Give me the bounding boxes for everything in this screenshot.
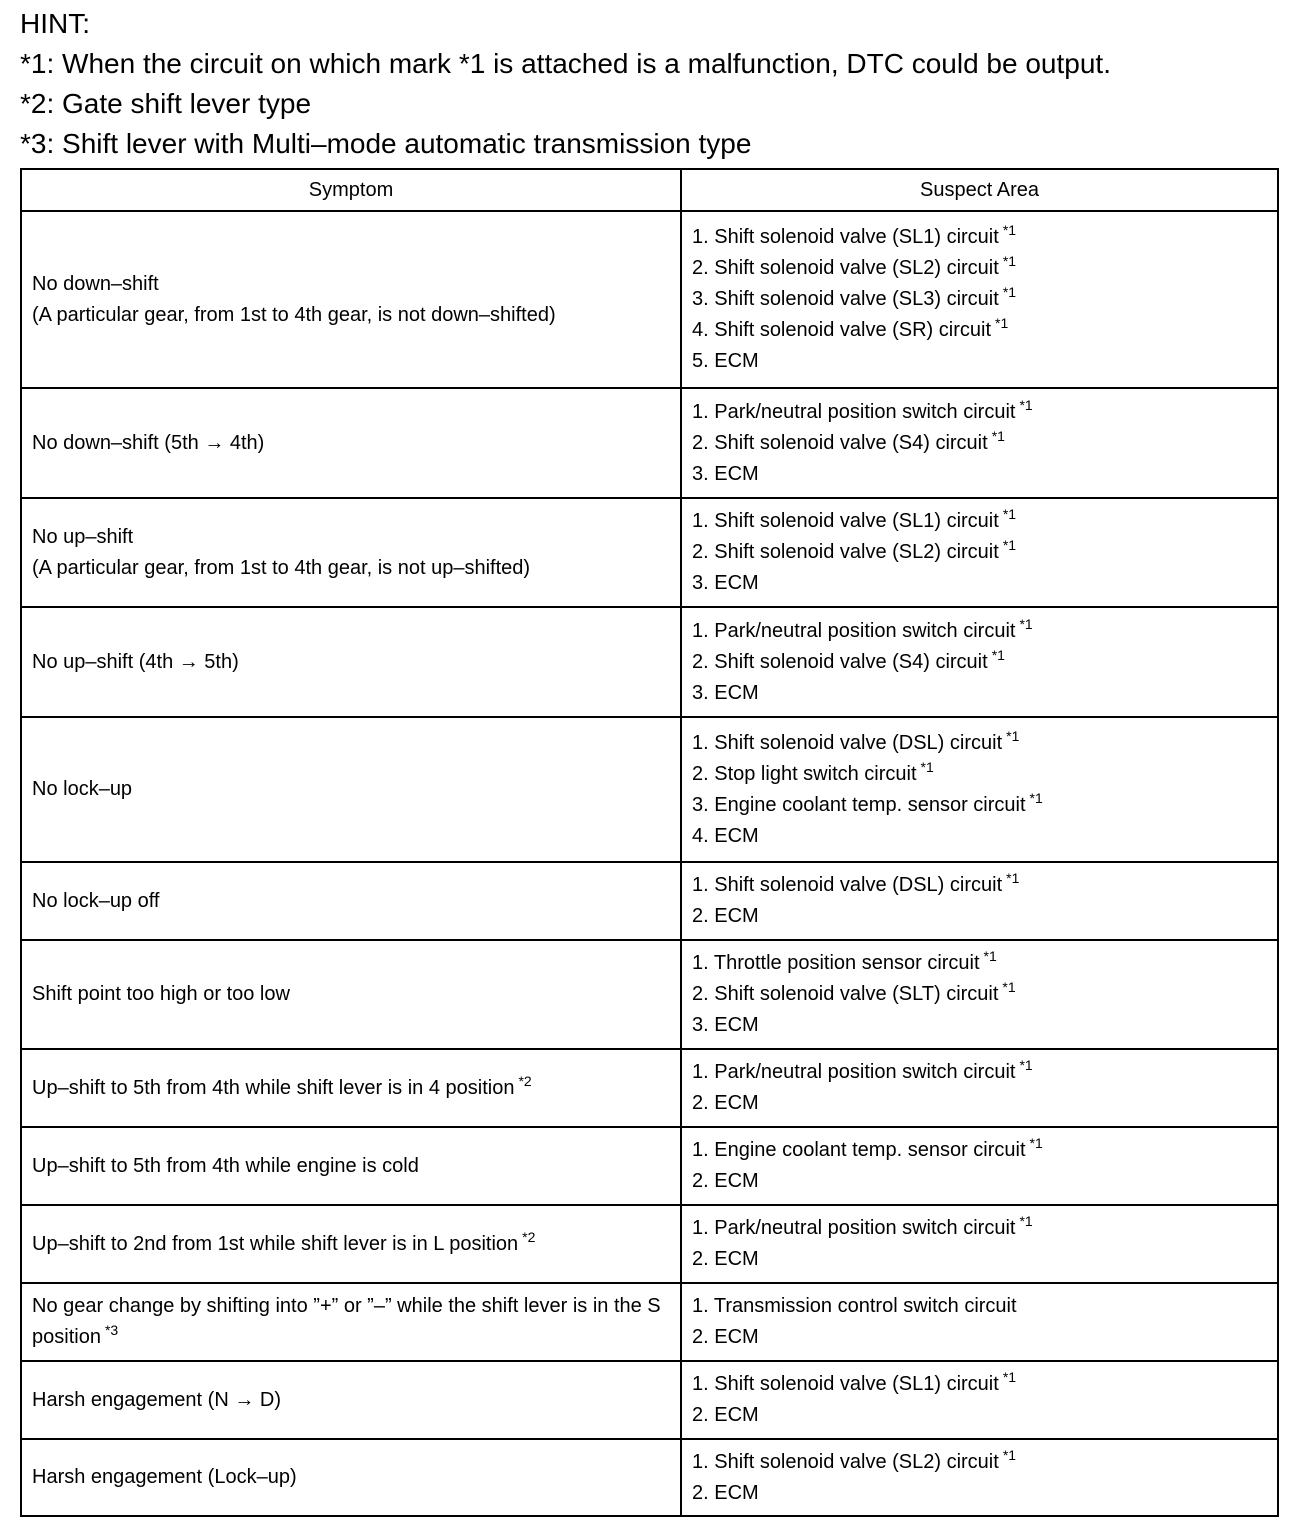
suspect-area-text: 3. Shift solenoid valve (SL3) circuit [692,288,999,310]
symptom-cell [21,1049,681,1127]
symptom-text: (A particular gear, from 1st to 4th gear, is not down–shifted) [32,303,556,326]
symptom-cell [21,388,681,498]
table-row [21,1205,1278,1283]
footnote-mark: *3 [104,1322,119,1338]
symptom-text: No lock–up off [32,889,160,912]
footnote-mark: *1 [1002,979,1016,995]
suspect-area-cell [681,1127,1278,1205]
suspect-area-text: 3. ECM [692,462,759,485]
symptom-cell [21,607,681,717]
suspect-area-item [692,1166,1267,1197]
suspect-area-item [692,870,1267,901]
footnote-mark: *1 [1002,253,1017,269]
suspect-area-cell [681,940,1278,1049]
suspect-area-item [692,759,1267,790]
footnote-mark: *1 [991,646,1005,663]
suspect-area-text: 1. Shift solenoid valve (SL2) circuit [692,1450,999,1473]
suspect-area-cell [681,1205,1278,1283]
suspect-area-item [692,428,1267,459]
table-row [21,717,1278,862]
footnote-mark: *1 [991,427,1005,444]
header-symptom: Symptom [21,169,681,211]
footnote-mark: *1 [920,758,934,775]
symptom-cell [21,940,681,1049]
suspect-area-text: 1. Shift solenoid valve (SL1) circuit [692,510,999,532]
footnote-mark: *1 [1002,506,1017,522]
footnote-mark: *2 [522,1228,536,1245]
table-header-row [21,169,1278,211]
symptom-cell [21,211,681,388]
suspect-area-item [692,647,1267,678]
table-row [21,862,1278,940]
suspect-area-text: 2. Stop light switch circuit [692,762,917,785]
suspect-area-cell [681,607,1278,717]
suspect-area-cell [681,1439,1278,1516]
suspect-area-cell [681,1283,1278,1361]
suspect-area-item [692,901,1267,932]
hint-note: *3: Shift lever with Multi–mode automatic transmission type [20,128,752,159]
suspect-area-item [692,537,1267,568]
suspect-area-text: 1. Shift solenoid valve (DSL) circuit [692,874,1003,896]
footnote-mark: *1 [1019,1057,1033,1073]
suspect-area-text: 1. Park/neutral position switch circuit [692,1061,1016,1083]
suspect-area-text: 2. ECM [692,1248,759,1270]
suspect-area-cell [681,862,1278,940]
table-row [21,1127,1278,1205]
footnote-mark: *1 [1002,222,1017,238]
footnote-mark: *1 [1019,396,1033,413]
suspect-area-cell [681,388,1278,498]
suspect-area-item [692,728,1267,759]
table-row [21,940,1278,1049]
table-row [21,1439,1278,1516]
symptom-cell [21,1283,681,1361]
footnote-mark: *1 [1002,537,1017,553]
symptom-cell [21,1439,681,1516]
suspect-area-item [692,568,1267,599]
suspect-area-item [692,459,1267,490]
suspect-area-text: 1. Park/neutral position switch circuit [692,400,1016,423]
table-row [21,1049,1278,1127]
suspect-area-item [692,948,1267,979]
suspect-area-item [692,616,1267,647]
table-row [21,388,1278,498]
suspect-area-cell [681,717,1278,862]
suspect-area-text: 1. Transmission control switch circuit [692,1295,1017,1317]
suspect-area-item [692,1400,1267,1431]
suspect-area-item [692,1057,1267,1088]
symptom-text: No down–shift (5th → 4th) [32,431,265,454]
suspect-area-text: 1. Park/neutral position switch circuit [692,619,1016,642]
footnote-mark: *1 [1006,727,1020,744]
suspect-area-item [692,678,1267,709]
suspect-area-text: 2. ECM [692,905,759,927]
suspect-area-item [692,1322,1267,1353]
suspect-area-text: 5. ECM [692,350,759,372]
suspect-area-item [692,315,1267,346]
footnote-mark: *1 [1002,284,1017,300]
symptom-text: Up–shift to 5th from 4th while engine is cold [32,1154,419,1177]
symptom-text: No up–shift (4th → 5th) [32,650,239,673]
hint-note: *1: When the circuit on which mark *1 is attached is a malfunction, DTC could be output. [20,48,1111,79]
suspect-area-item [692,506,1267,537]
suspect-area-cell [681,211,1278,388]
footnote-mark: *1 [1002,1446,1017,1463]
symptom-cell [21,862,681,940]
footnote-mark: *1 [1019,615,1033,632]
symptom-text: Harsh engagement (Lock–up) [32,1466,297,1488]
suspect-area-text: 2. ECM [692,1092,759,1114]
symptom-cell [21,1127,681,1205]
footnote-mark: *1 [983,948,997,964]
suspect-area-item [692,1478,1267,1509]
table-row [21,1283,1278,1361]
footnote-mark: *1 [1029,789,1043,806]
suspect-area-item [692,1291,1267,1322]
suspect-area-item [692,1010,1267,1041]
symptom-text: Up–shift to 2nd from 1st while shift lever is in L position [32,1232,519,1255]
suspect-area-item [692,821,1267,852]
suspect-area-cell [681,1361,1278,1439]
footnote-mark: *1 [1002,1369,1017,1385]
suspect-area-text: 2. ECM [692,1326,759,1348]
table-row [21,607,1278,717]
suspect-area-text: 2. Shift solenoid valve (SL2) circuit [692,541,999,563]
suspect-area-text: 2. Shift solenoid valve (S4) circuit [692,650,988,673]
suspect-area-text: 2. Shift solenoid valve (S4) circuit [692,431,988,454]
suspect-area-item [692,790,1267,821]
symptom-text: No lock–up [32,778,133,800]
suspect-area-item [692,1213,1267,1244]
symptom-text: No gear change by shifting into ”+” or ”–” while the shift lever is in the S position [32,1295,661,1348]
suspect-area-item [692,1088,1267,1119]
suspect-area-item [692,284,1267,315]
suspect-area-text: 1. Engine coolant temp. sensor circuit [692,1139,1026,1161]
symptom-text: Up–shift to 5th from 4th while shift lever is in 4 position [32,1076,515,1099]
suspect-area-cell [681,498,1278,607]
hint-note: *2: Gate shift lever type [20,88,312,119]
symptom-text: (A particular gear, from 1st to 4th gear, is not up–shifted) [32,556,531,579]
symptom-text: Harsh engagement (N → D) [32,1388,281,1411]
suspect-area-text: 4. Shift solenoid valve (SR) circuit [692,319,992,341]
table-row [21,498,1278,607]
suspect-area-item [692,253,1267,284]
suspect-area-cell [681,1049,1278,1127]
suspect-area-item [692,1135,1267,1166]
suspect-area-text: 1. Park/neutral position switch circuit [692,1217,1016,1239]
table-row [21,211,1278,388]
footnote-mark: *1 [1019,1213,1033,1229]
symptom-text: Shift point too high or too low [32,983,290,1005]
suspect-area-text: 4. ECM [692,824,759,847]
suspect-area-item [692,979,1267,1010]
suspect-area-text: 2. Shift solenoid valve (SLT) circuit [692,983,999,1005]
suspect-area-text: 2. ECM [692,1404,759,1426]
symptom-text: No up–shift [32,525,134,548]
suspect-area-text: 3. ECM [692,1014,759,1036]
footnote-mark: *1 [995,315,1009,331]
suspect-area-text: 2. ECM [692,1170,759,1192]
suspect-area-text: 1. Throttle position sensor circuit [692,952,980,974]
header-suspect-area: Suspect Area [681,169,1278,211]
symptom-cell [21,1205,681,1283]
suspect-area-text: 2. Shift solenoid valve (SL2) circuit [692,257,999,279]
symptom-text: No down–shift [32,272,159,295]
suspect-area-text: 1. Shift solenoid valve (SL1) circuit [692,1373,999,1395]
symptom-cell [21,717,681,862]
table-row [21,1361,1278,1439]
hint-title: HINT: [20,8,90,39]
footnote-mark: *1 [1006,870,1020,886]
symptom-cell [21,1361,681,1439]
suspect-area-item [692,397,1267,428]
suspect-area-text: 3. ECM [692,572,759,594]
suspect-area-text: 1. Shift solenoid valve (DSL) circuit [692,731,1003,754]
footnote-mark: *2 [518,1072,532,1089]
suspect-area-item [692,346,1267,377]
suspect-area-item [692,1447,1267,1478]
symptom-cell [21,498,681,607]
footnote-mark: *1 [1029,1135,1043,1151]
suspect-area-text: 1. Shift solenoid valve (SL1) circuit [692,226,999,248]
suspect-area-item [692,222,1267,253]
suspect-area-text: 3. ECM [692,681,759,704]
suspect-area-text: 3. Engine coolant temp. sensor circuit [692,793,1026,816]
suspect-area-item [692,1369,1267,1400]
suspect-area-text: 2. ECM [692,1481,759,1504]
suspect-area-item [692,1244,1267,1275]
troubleshooting-table [20,168,1279,1517]
hint-section [20,4,1111,164]
